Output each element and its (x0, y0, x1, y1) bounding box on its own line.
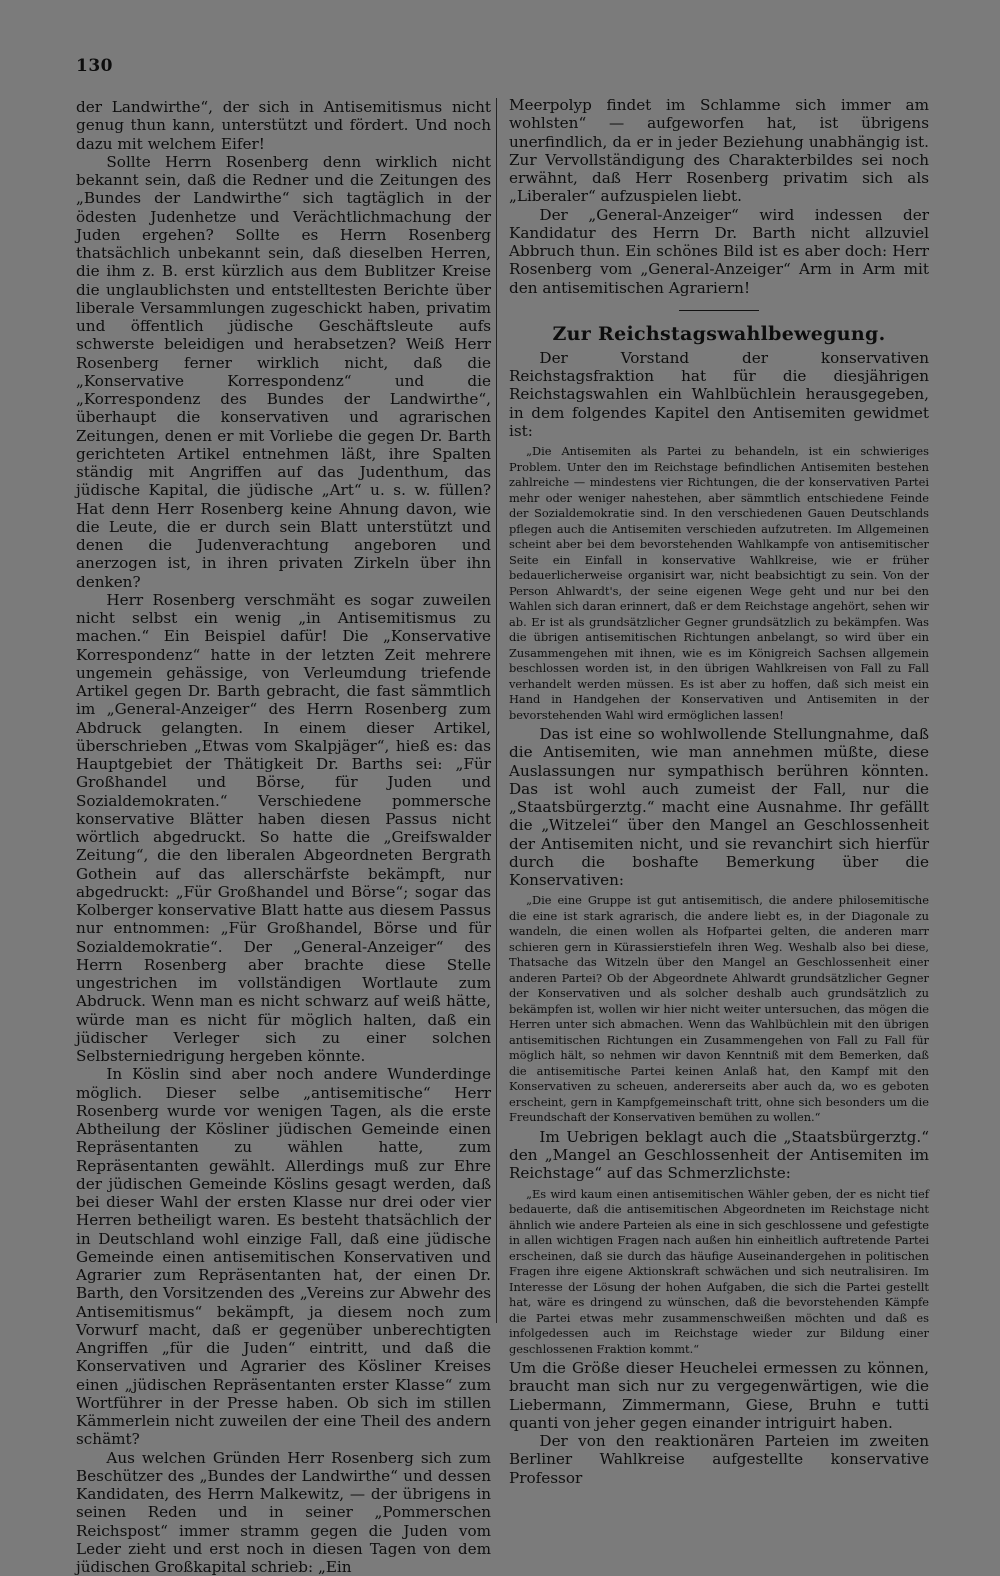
paragraph: In Köslin sind aber noch andere Wunderdinge möglich. Dieser selbe „antisemitische“ Herr Rosenberg wurde vor wenigen Tagen, als die erste Abtheilung der Kösliner jüdischen Gemeinde einen Repräsentanten zu wählen hatte, zum Repräsentanten gewählt. Allerdings muß zur Ehre der jüdischen Gemeinde Köslins gesagt werden, daß bei dieser Wahl der ersten Klasse nur drei oder vier Herren betheiligt waren. Es besteht thatsächlich der in Deutschland wohl einzige Fall, daß eine jüdische Gemeinde einen antisemitischen Konservativen und Agrarier zum Repräsentanten hat, der einen Dr. Barth, den Vorsitzenden des „Vereins zur Abwehr des Antisemitismus“ bekämpft, ja diesem noch zum Vorwurf macht, daß er gegenüber unberechtigten Angriffen „für die Juden“ eintritt, und daß die Konservativen und Agrarier des Kösliner Kreises einen „jüdischen Repräsentanten erster Klasse“ zum Wortführer in der Presse haben. Ob sich im stillen Kämmerlein nicht zuweilen der eine Theil des andern schämt? (76, 1065, 491, 1448)
left-column (76, 98, 491, 1576)
paragraph: der Landwirthe“, der sich in Antisemitismus nicht genug thun kann, unterstützt und fördert. Und noch dazu mit welchem Eifer! (76, 98, 491, 153)
paragraph: Um die Größe dieser Heuchelei ermessen zu können, braucht man sich nur zu vergegenwärtigen, wie die Liebermann, Zimmermann, Giese, Bruhn e tutti quanti von jeher gegen einander intriguirt haben. (509, 1359, 929, 1432)
paragraph: Im Uebrigen beklagt auch die „Staatsbürgerztg.“ den „Mangel an Geschlossenheit der Antisemiten im Reichstage“ auf das Schmerzlichste: (509, 1128, 929, 1183)
column-divider (496, 98, 497, 1323)
paragraph: Das ist eine so wohlwollende Stellungnahme, daß die Antisemiten, wie man annehmen müßte, diese Auslassungen nur sympathisch berühren könnten. Das ist wohl auch zumeist der Fall, nur die „Staatsbürgerztg.“ macht eine Ausnahme. Ihr gefällt die „Witzelei“ über den Mangel an Geschlossenheit der Antisemiten nicht, und sie revanchirt sich hierfür durch die boshafte Bemerkung über die Konservativen: (509, 725, 929, 889)
paragraph: Der „General-Anzeiger“ wird indessen der Kandidatur des Herrn Dr. Barth nicht allzuviel Abbruch thun. Ein schönes Bild ist es aber doch: Herr Rosenberg vom „General-Anzeiger“ Arm in Arm mit den antisemitischen Agrariern! (509, 206, 929, 297)
quoted-paragraph: „Die eine Gruppe ist gut antisemitisch, die andere philosemitische die eine ist stark agrarisch, die andere liebt es, in der Diagonale zu wandeln, die einen wollen als Hofpartei gelten, die anderen marr schieren gern in Kürassierstiefeln ihren Weg. Weshalb also bei diese, Thatsache das Witzeln über den Mangel an Geschlossenheit einer anderen Partei? Ob der Abgeordnete Ahlwardt grundsätzlicher Gegner der Konservativen und als solcher deshalb auch grundsätzlich zu bekämpfen ist, wollen wir hier nicht weiter untersuchen, das mögen die Herren unter sich abmachen. Wenn das Wahlbüchlein mit den übrigen antisemitischen Richtungen ein Zusammengehen von Fall zu Fall für möglich hält, so nehmen wir davon Kenntniß mit dem Bemerken, daß die antisemitische Partei keinen Anlaß hat, den Kampf mit den Konservativen zu scheuen, andererseits aber auch da, wo es geboten erscheint, gern in Kampfgemeinschaft tritt, ohne sich besonders um die Freundschaft der Konservativen bemühen zu wollen.“ (509, 893, 929, 1126)
paragraph: Meerpolyp findet im Schlamme sich immer am wohlsten“ — aufgeworfen hat, ist übrigens unerfindlich, da er in jeder Beziehung unabhängig ist. Zur Vervollständigung des Charakterbildes sei noch erwähnt, daß Herr Rosenberg privatim sich als „Liberaler“ aufzuspielen liebt. (509, 96, 929, 206)
paragraph: Herr Rosenberg verschmäht es sogar zuweilen nicht selbst ein wenig „in Antisemitismus zu machen.“ Ein Beispiel dafür! Die „Konservative Korrespondenz“ hatte in der letzten Zeit mehrere ungemein gehässige, von Verleumdung triefende Artikel gegen Dr. Barth gebracht, die fast sämmtlich im „General-Anzeiger“ des Herrn Rosenberg zum Abdruck gelangten. In einem dieser Artikel, überschrieben „Etwas vom Skalpjäger“, hieß es: das Hauptgebiet der Thätigkeit Dr. Barths sei: „Für Großhandel und Börse, für Juden und Sozialdemokraten.“ Verschiedene pommersche konservative Blätter haben diesen Passus nicht wörtlich abgedruckt. So hatte die „Greifswalder Zeitung“, die den liberalen Abgeordneten Bergrath Gothein auf das allerschärfste bekämpft, nur abgedruckt: „Für Großhandel und Börse“; sogar das Kolberger konservative Blatt hatte aus diesem Passus nur entnommen: „Für Großhandel, Börse und für Sozialdemokratie“. Der „General-Anzeiger“ des Herrn Rosenberg aber brachte diese Stelle ungestrichen im vollständigen Wortlaute zum Abdruck. Wenn man es nicht schwarz auf weiß hätte, würde man es nicht für möglich halten, daß ein jüdischer Verleger sich zu einer solchen Selbsterniedrigung hergeben könnte. (76, 591, 491, 1066)
section-heading: Zur Reichstagswahlbewegung. (509, 323, 929, 345)
quoted-paragraph: „Die Antisemiten als Partei zu behandeln, ist ein schwieriges Problem. Unter den im Reichstage befindlichen Antisemiten bestehen zahlreiche — mindestens vier Richtungen, die der konservativen Partei mehr oder weniger nahestehen, aber sämmtlich entschiedene Feinde der Sozialdemokratie sind. In den verschiedenen Gauen Deutschlands pflegen auch die Antisemiten verschieden aufzutreten. Im Allgemeinen scheint aber bei dem bevorstehenden Wahlkampfe von antisemitischer Seite ein Einfall in konservative Wahlkreise, wie er früher bedauerlicherweise organisirt war, nicht beabsichtigt zu sein. Von der Person Ahlwardt's, der seine eigenen Wege geht und nur bei den Wahlen sich daran erinnert, daß er dem Reichstage angehört, sehen wir ab. Er ist als grundsätzlicher Gegner grundsätzlich zu bekämpfen. Was die übrigen antisemitischen Richtungen anbelangt, so wird über ein Zusammengehen mit ihnen, wie es im Königreich Sachsen allgemein beschlossen worden ist, in den übrigen Wahlkreisen von Fall zu Fall verhandelt werden müssen. Es ist aber zu hoffen, daß sich meist ein Hand in Handgehen der Konservativen und Antisemiten in der bevorstehenden Wahl wird ermöglichen lassen! (509, 444, 929, 723)
right-column (509, 96, 929, 1487)
paragraph: Der von den reaktionären Parteien im zweiten Berliner Wahlkreise aufgestellte konservative Professor (509, 1432, 929, 1487)
quoted-paragraph: „Es wird kaum einen antisemitischen Wähler geben, der es nicht tief bedauerte, daß die antisemitischen Abgeordneten im Reichstage nicht ähnlich wie andere Parteien als eine in sich geschlossene und gefestigte in allen wichtigen Fragen nach außen hin einheitlich auftretende Partei erscheinen, daß sie durch das häufige Auseinandergehen in politischen Fragen ihre eigene Aktionskraft schwächen und sich neutralisiren. Im Interesse der Lösung der hohen Aufgaben, die sich die Partei gestellt hat, wäre es dringend zu wünschen, daß die bevorstehenden Kämpfe die Partei etwas mehr zusammenschweißen möchten und daß es infolgedessen auch im Reichstage wieder zur Bildung einer geschlossenen Fraktion kommt.“ (509, 1187, 929, 1358)
paragraph: Der Vorstand der konservativen Reichstagsfraktion hat für die diesjährigen Reichstagswahlen ein Wahlbüchlein herausgegeben, in dem folgendes Kapitel den Antisemiten gewidmet ist: (509, 349, 929, 440)
paragraph: Aus welchen Gründen Herr Rosenberg sich zum Beschützer des „Bundes der Landwirthe“ und dessen Kandidaten, des Herrn Malkewitz, — der übrigens in seinen Reden und in seiner „Pommerschen Reichspost“ immer stramm gegen die Juden vom Leder zieht und erst noch in diesen Tagen von dem jüdischen Großkapital schrieb: „Ein (76, 1449, 491, 1576)
paragraph: Sollte Herrn Rosenberg denn wirklich nicht bekannt sein, daß die Redner und die Zeitungen des „Bundes der Landwirthe“ sich tagtäglich in der ödesten Judenhetze und Verächtlichmachung der Juden ergehen? Sollte es Herrn Rosenberg thatsächlich unbekannt sein, daß dieselben Herren, die ihm z. B. erst kürzlich aus dem Bublitzer Kreise die unglaublichsten und entstelltesten Berichte über liberale Versammlungen zugeschickt haben, privatim und öffentlich jüdische Geschäftsleute aufs schwerste beleidigen und herabsetzen? Weiß Herr Rosenberg ferner wirklich nicht, daß die „Konservative Korrespondenz“ und die „Korrespondenz des Bundes der Landwirthe“, überhaupt die konservativen und agrarischen Zeitungen, denen er mit Vorliebe die gegen Dr. Barth gerichteten Artikel entnehmen läßt, ihre Spalten ständig mit Angriffen auf das Judenthum, das jüdische Kapital, die jüdische „Art“ u. s. w. füllen? Hat denn Herr Rosenberg keine Ahnung davon, wie die Leute, die er durch sein Blatt unterstützt und denen die Judenverachtung angeboren und anerzogen ist, in ihren privaten Zirkeln über ihn denken? (76, 153, 491, 591)
page-number: 130 (76, 56, 113, 76)
section-rule (679, 310, 759, 311)
